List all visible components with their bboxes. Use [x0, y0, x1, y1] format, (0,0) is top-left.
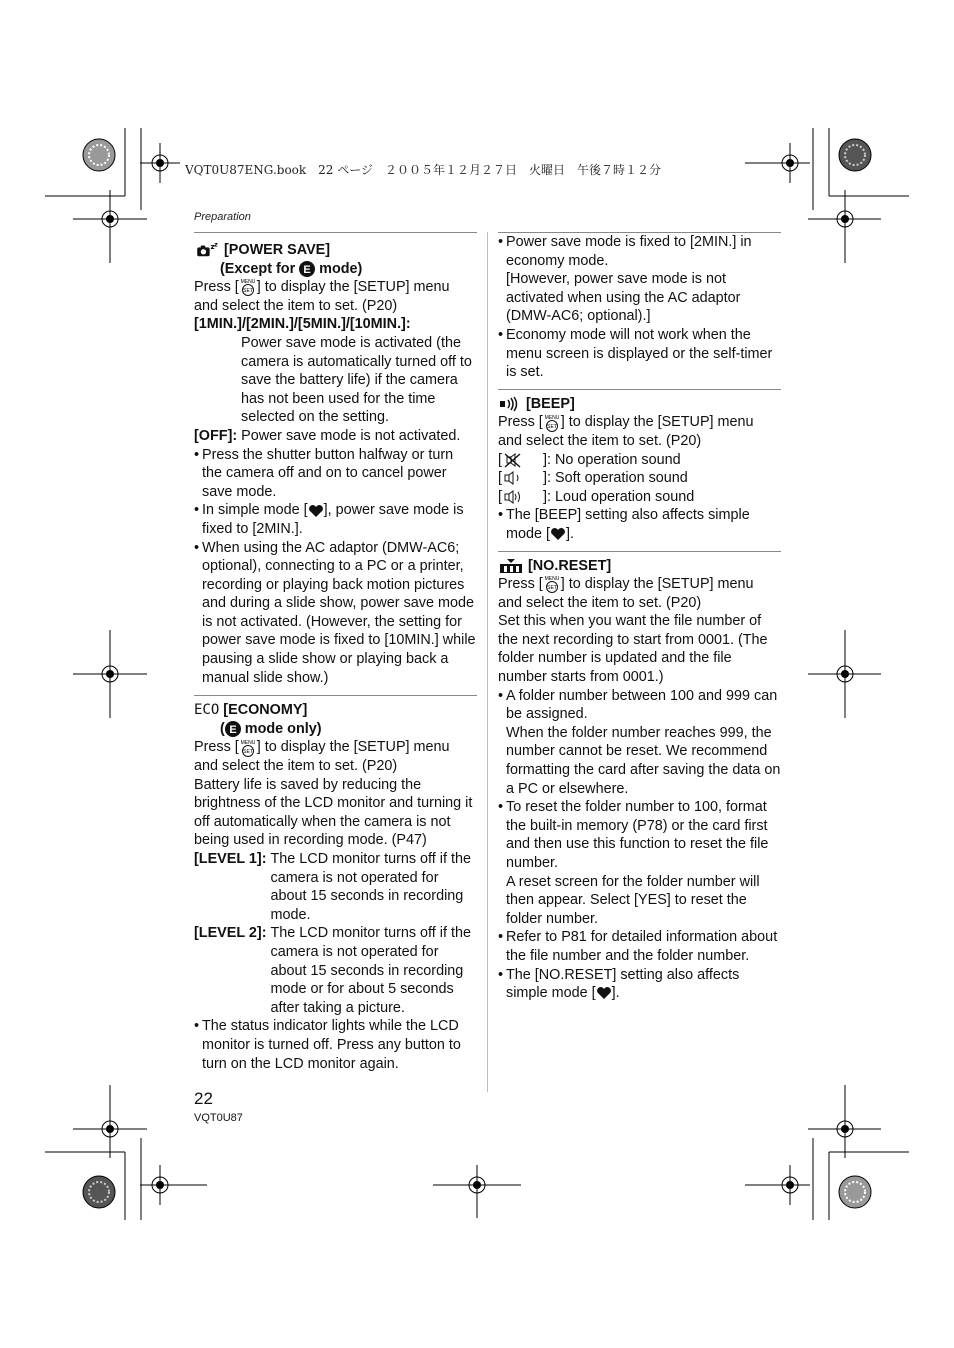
economy-bullet-1: • The status indicator lights while the LCD monitor is turned off. Press any button to turn on the LCD monitor again. [194, 1017, 477, 1073]
power-save-subtitle [194, 260, 477, 279]
speaker-soft-icon [502, 470, 524, 486]
beep-loud-bracket [498, 488, 543, 507]
no-reset-title-text: [NO.RESET] [528, 557, 612, 574]
beep-title [498, 395, 781, 414]
economy-bullet-2 [498, 233, 781, 326]
no-reset-press-instruction [498, 575, 781, 612]
svg-text:SET: SET [242, 748, 253, 755]
camera-zz-icon [194, 242, 220, 258]
bracket-open: [ [498, 451, 502, 468]
no-reset-bullet-1-text: A folder number between 100 and 999 can be assigned. [506, 687, 778, 723]
power-save-section [194, 233, 477, 687]
svg-text:SET: SET [546, 585, 557, 592]
economy-subtitle-pre: ( [220, 720, 225, 737]
power-save-off-item [194, 427, 477, 446]
column-divider [487, 232, 488, 1092]
beep-option-none [498, 451, 781, 470]
print-header-line: VQT0U87ENG.book 22 ページ ２００５年１２月２７日 火曜日 午後７時１２分 [185, 163, 662, 177]
economy-title [194, 701, 477, 738]
economy-bullet-3: • Economy mode will not work when the menu screen is displayed or the self-timer is set. [498, 326, 781, 382]
level2-key: [LEVEL 2]: [194, 925, 267, 942]
economy-press-instruction [194, 738, 477, 775]
bracket-open: [ [498, 488, 502, 505]
svg-text:SET: SET [242, 288, 253, 295]
economy-description: Battery life is saved by reducing the brightness of the LCD monitor and turning it off automatically when the camera is not being used in recording mode. (P47) [194, 776, 473, 849]
press-pre: Press [ [498, 414, 543, 431]
power-save-bullet-1: • Press the shutter button halfway or turn the camera off and on to cancel power save mode. [194, 446, 477, 502]
page-number: 22 [194, 1089, 213, 1108]
right-column [498, 232, 781, 1003]
svg-text:E: E [303, 263, 311, 276]
power-save-press-instruction [194, 278, 477, 315]
beep-soft-bracket [498, 469, 543, 488]
level2-desc: The LCD monitor turns off if the camera is not operated for about 15 seconds in recording mode or for about 5 seconds after taking a picture. [270, 925, 471, 1016]
section-label: Preparation [194, 211, 251, 223]
no-reset-bullet-4-pre: The [NO.RESET] setting also affects simple mode [ [506, 966, 740, 1002]
press-pre: Press [ [194, 739, 239, 756]
power-save-options-desc: Power save mode is activated (the camera is automatically turned off to save the battery life) if the camera has not been used for the time selected on the setting. [241, 334, 472, 426]
press-post: ] to display the [SETUP] menu and select the item to set. (P20) [194, 739, 450, 775]
economy-subtitle [194, 720, 477, 739]
beep-loud-text: ]: Loud operation sound [543, 488, 695, 505]
power-save-bullet-3: • When using the AC adaptor (DMW-AC6; optional), connecting to a PC or a printer, recording or playing back motion pictures and during a slide show, power save mode is not activated. (However, the setting for power save mode is fixed to [10MIN.] while pausing a slide show or playing back a manual slide show.) [194, 539, 477, 688]
press-post: ] to display the [SETUP] menu and select the item to set. (P20) [498, 576, 754, 611]
heart-icon [596, 986, 612, 1000]
e-mode-icon [299, 261, 315, 277]
speaker-muted-icon [502, 452, 524, 468]
off-desc: Power save mode is not activated. [241, 427, 461, 444]
no-reset-bullet-2-cont: A reset screen for the folder number will then appear. Select [YES] to reset the folder number. [506, 873, 760, 927]
no-reset-bullet-2 [498, 798, 781, 928]
beep-bullet-1 [498, 506, 781, 543]
economy-section [194, 696, 477, 1073]
svg-text:MENU: MENU [544, 414, 560, 421]
svg-text:z: z [210, 242, 215, 252]
eco-icon: ECO [194, 702, 220, 719]
svg-text:z: z [214, 242, 218, 249]
svg-text:MENU: MENU [240, 279, 256, 286]
beep-option-soft [498, 469, 781, 488]
menu-set-button-icon [239, 278, 257, 296]
bracket-open: [ [498, 470, 502, 487]
svg-text:SET: SET [546, 423, 557, 430]
power-save-bullet-2 [194, 501, 477, 538]
no-reset-bullet-4 [498, 966, 781, 1003]
no-reset-bullet-1-cont: When the folder number reaches 999, the number cannot be reset. We recommend formatting the card after saving the data on a PC or elsewhere. [506, 724, 781, 797]
no-reset-title [498, 557, 781, 576]
heart-icon [308, 504, 324, 518]
off-key: [OFF]: [194, 427, 238, 444]
no-reset-description: Set this when you want the file number of the next recording to start from 0001. (The folder number is updated and the file number starts from 0001.) [498, 613, 768, 686]
folder-reset-icon [498, 558, 524, 574]
menu-set-button-icon [543, 414, 561, 432]
economy-title-text: [ECONOMY] [223, 702, 308, 719]
economy-level1 [194, 850, 477, 924]
menu-set-button-icon [543, 575, 561, 593]
press-post: ] to display the [SETUP] menu and select the item to set. (P20) [194, 279, 450, 314]
speaker-loud-icon [502, 489, 524, 505]
power-save-title [194, 241, 477, 278]
beep-bullet-pre: The [BEEP] setting also affects simple mode [ [506, 507, 750, 542]
heart-icon [550, 527, 566, 541]
e-mode-icon [225, 721, 241, 737]
beep-section [498, 390, 781, 544]
economy-bullet-2-cont: [However, power save mode is not activated when using the AC adaptor (DMW-AC6; optional).] [506, 271, 741, 325]
no-reset-bullet-4-post: ]. [611, 985, 620, 1002]
press-pre: Press [ [194, 279, 239, 296]
svg-text:MENU: MENU [544, 576, 560, 583]
beep-title-text: [BEEP] [526, 395, 575, 412]
power-save-subtitle-post: mode) [319, 260, 363, 277]
economy-subtitle-post: mode only) [244, 720, 322, 737]
press-post: ] to display the [SETUP] menu and select the item to set. (P20) [498, 414, 754, 449]
beep-none-bracket [498, 451, 543, 470]
beep-press-instruction [498, 413, 781, 450]
no-reset-bullet-1 [498, 687, 781, 799]
power-save-subtitle-pre: (Except for [220, 260, 296, 277]
beep-none-text: ]: No operation sound [543, 451, 681, 468]
beep-option-loud [498, 488, 781, 507]
model-code: VQT0U87 [194, 1112, 243, 1124]
power-save-title-text: [POWER SAVE] [224, 242, 331, 258]
bullet2-post: ], power save mode is fixed to [2MIN.]. [202, 502, 464, 537]
svg-text:E: E [229, 724, 237, 737]
left-column [194, 232, 477, 1073]
speaker-icon [498, 396, 522, 412]
level1-desc: The LCD monitor turns off if the camera is not operated for about 15 seconds in recording mode. [270, 851, 471, 923]
beep-bullet-post: ]. [566, 525, 574, 542]
beep-soft-text: ]: Soft operation sound [543, 470, 688, 487]
no-reset-bullet-3: • Refer to P81 for detailed information about the file number and the folder number. [498, 928, 781, 965]
no-reset-section [498, 552, 781, 1003]
power-save-options-key: [1MIN.]/[2MIN.]/[5MIN.]/[10MIN.]: [194, 316, 411, 333]
economy-level2 [194, 924, 477, 1017]
no-reset-bullet-2-text: To reset the folder number to 100, format the built-in memory (P78) or the card first and then use this function to reset the file number. [506, 799, 769, 871]
svg-text:MENU: MENU [240, 739, 256, 746]
level1-key: [LEVEL 1]: [194, 851, 267, 867]
menu-set-button-icon [239, 739, 257, 757]
bullet2-pre: In simple mode [ [202, 502, 308, 519]
economy-bullet-2-text: Power save mode is fixed to [2MIN.] in economy mode. [506, 234, 752, 269]
press-pre: Press [ [498, 576, 543, 593]
